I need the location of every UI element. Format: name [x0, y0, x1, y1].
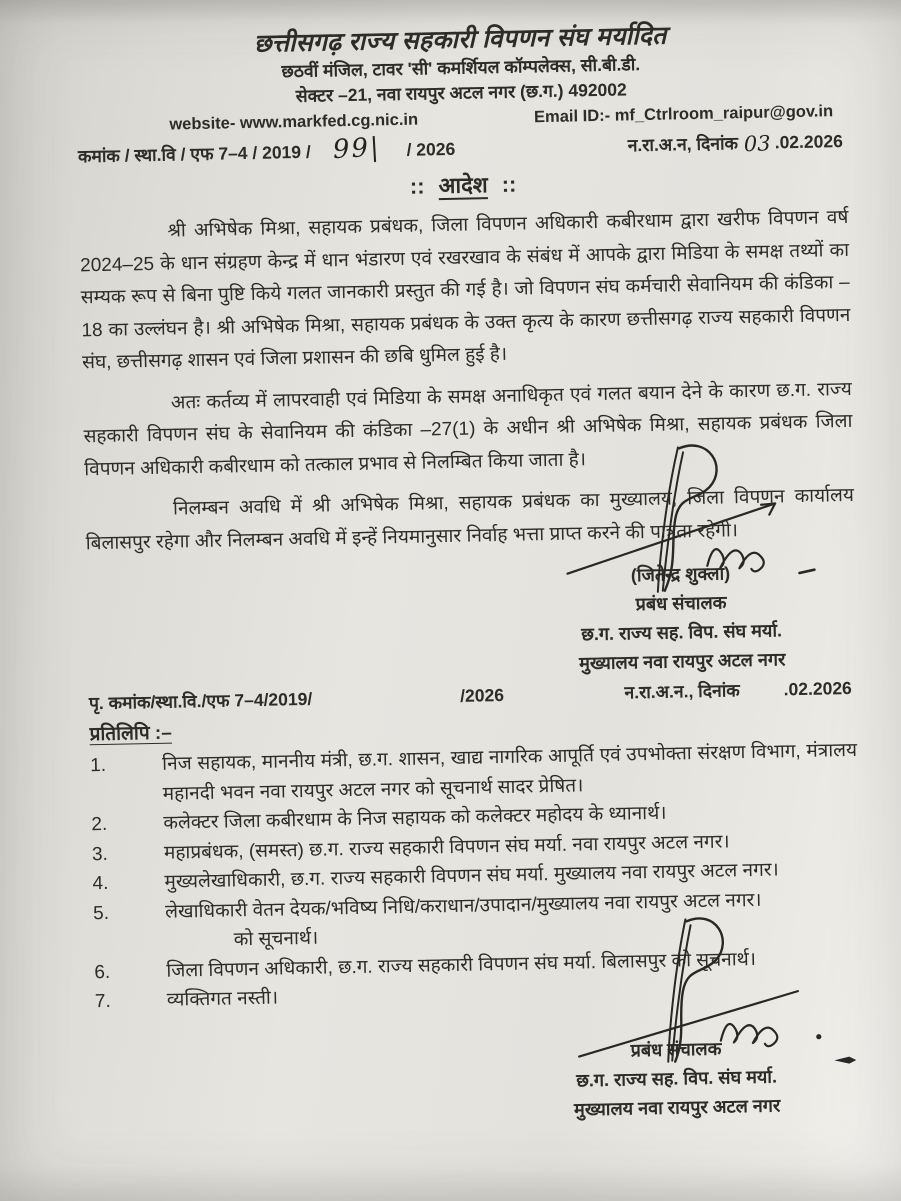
- item-text: कलेक्टर जिला कबीरधाम के निज सहायक को कलेक्टर महोदय के ध्यानार्थ।: [163, 802, 667, 834]
- signature-block-1: [515, 557, 847, 680]
- item-number: 4.: [92, 872, 109, 895]
- item-number: 7.: [94, 990, 112, 1013]
- signatory-headquarters: मुख्यालय नवा रायपुर अटल नगर: [578, 649, 786, 674]
- item-number: 2.: [91, 813, 108, 836]
- email-text: Email ID:- mf_Ctrlroom_raipur@gov.in: [533, 102, 834, 127]
- handwritten-date-day: 03: [743, 131, 772, 157]
- signatory-headquarters: मुख्यालय नवा रायपुर अटल नगर: [573, 1094, 781, 1120]
- heading-colon-left: ::: [409, 173, 425, 199]
- signatory-organisation: छ.ग. राज्य सह. विप. संघ मर्या.: [575, 1066, 778, 1091]
- copies-label: प्रतिलिपि :–: [89, 722, 173, 746]
- body-paragraph-3: निलम्बन अवधि में श्री अभिषेक मिश्रा, सहायक प्रबंधक का मुख्यालय, जिला विपणन कार्यालय बिलासपुर रहेगा और निलम्बन अवधि में इन्हें नियमानुसार निर्वाह भत्ता प्राप्त करने की पात्रता रहेगी।: [85, 484, 855, 554]
- organisation-name: छत्तीसगढ़ राज्य सहकारी विपणन संघ मर्यादित: [253, 21, 667, 58]
- endorsement-date-suffix: .02.2026: [783, 677, 853, 700]
- address-line-2: सेक्टर –21, नवा रायपुर अटल नगर (छ.ग.) 492002: [295, 79, 627, 107]
- item-text: व्यक्तिगत नस्ती।: [166, 987, 279, 1011]
- copies-list: [90, 736, 864, 1017]
- place-date-label: न.रा.अ.न, दिनांक: [627, 133, 739, 156]
- endorsement-place-date: [624, 675, 852, 707]
- heading-colon-right: ::: [501, 171, 517, 197]
- signatory-designation: प्रबंध संचालक: [635, 592, 727, 615]
- signatory-name: (जितेन्द्र शुक्ला): [630, 563, 731, 586]
- item-text: लेखाधिकारी वेतन देयक/भविष्य निधि/कराधान/उपादान/मुख्यालय नवा रायपुर अटल नगर।: [164, 889, 762, 923]
- endorsement-number-suffix: /2026: [459, 684, 505, 706]
- item-number: 6.: [94, 961, 111, 983]
- signatory-designation: प्रबंध संचालक: [630, 1038, 722, 1060]
- item-number: 5.: [92, 902, 110, 924]
- item-text: महाप्रबंधक, (समस्त) छ.ग. राज्य सहकारी विपणन संघ मर्या. नवा रायपुर अटल नगर।: [163, 830, 730, 864]
- ref-number-prefix: कमांक / स्था.वि / एफ 7–4 / 2019 /: [77, 141, 311, 167]
- place-date: [627, 127, 843, 158]
- signature-block-2: [511, 1032, 843, 1126]
- endorsement-place-date-label: न.रा.अ.न., दिनांक: [624, 680, 740, 703]
- heading-title: आदेश: [438, 172, 488, 199]
- item-5-continuation: को सूचनार्थ।: [233, 927, 319, 951]
- ref-number-suffix: / 2026: [406, 138, 456, 160]
- body-paragraph-1: श्री अभिषेक मिश्रा, सहायक प्रबंधक, जिला विपणन अधिकारी कबीरधाम द्वारा खरीफ विपणन वर्ष 2024–25 के धान संग्रहण केन्द्र में धान भंडारण एवं रखरखाव के संबंध में आपके द्वारा मिडिया के समक्ष तथ्यों का सम्यक रूप से बिना पुष्टि किये गलत जानकारी प्रस्तुत की गई है। जो विपणन संघ कर्मचारी सेवानियम की कंडिका –18 का उल्लंघन है। श्री अभिषेक मिश्रा, सहायक प्रबंधक के उक्त कृत्य के कारण छत्तीसगढ़ राज्य सहकारी विपणन संघ, छत्तीसगढ़ शासन एवं जिला प्रशासन की छबि धुमिल हुई है।: [79, 206, 851, 374]
- letterhead: [75, 16, 845, 113]
- endorsement-number-prefix: पृ. कमांक/स्था.वि./एफ 7–4/2019/: [88, 688, 313, 714]
- item-text: निज सहायक, माननीय मंत्री, छ.ग. शासन, खाद्य नागरिक आपूर्ति एवं उपभोक्ता संरक्षण विभाग, मंत्रालय महानदी भवन नवा रायपुर अटल नगर को सूचनार्थ सादर प्रेषित।: [161, 739, 858, 805]
- item-number: 1.: [89, 754, 107, 777]
- address-line-1: छठवीं मंजिल, टावर 'सी' कमर्शियल कॉम्पलेक्स, सी.बी.डी.: [281, 54, 641, 82]
- website-text: website- www.markfed.cg.nic.in: [169, 110, 419, 134]
- item-number: 3.: [91, 843, 109, 865]
- date-suffix: .02.2026: [774, 131, 844, 153]
- handwritten-dispatch-number: 99|: [331, 132, 382, 166]
- body-paragraph-2: अतः कर्तव्य में लापरवाही एवं मिडिया के समक्ष अनाधिकृत एवं गलत बयान देने के कारण छ.ग. राज्य सहकारी विपणन संघ के सेवानियम की कंडिका –27(1) के अधीन श्री अभिषेक मिश्रा, सहायक प्रबंधक जिला विपणन अधिकारी कबीरधाम को तत्काल प्रभाव से निलम्बित किया जाता है।: [83, 378, 853, 480]
- order-heading: [78, 163, 847, 208]
- item-text: मुख्यलेखाधिकारी, छ.ग. राज्य सहकारी विपणन संघ मर्या. मुख्यालय नवा रायपुर अटल नगर।: [164, 859, 779, 893]
- item-text: जिला विपणन अधिकारी, छ.ग. राज्य सहकारी विपणन संघ मर्या. बिलासपुर को सूचनार्थ।: [166, 948, 757, 982]
- signatory-organisation: छ.ग. राज्य सह. विप. संघ मर्या.: [581, 620, 783, 645]
